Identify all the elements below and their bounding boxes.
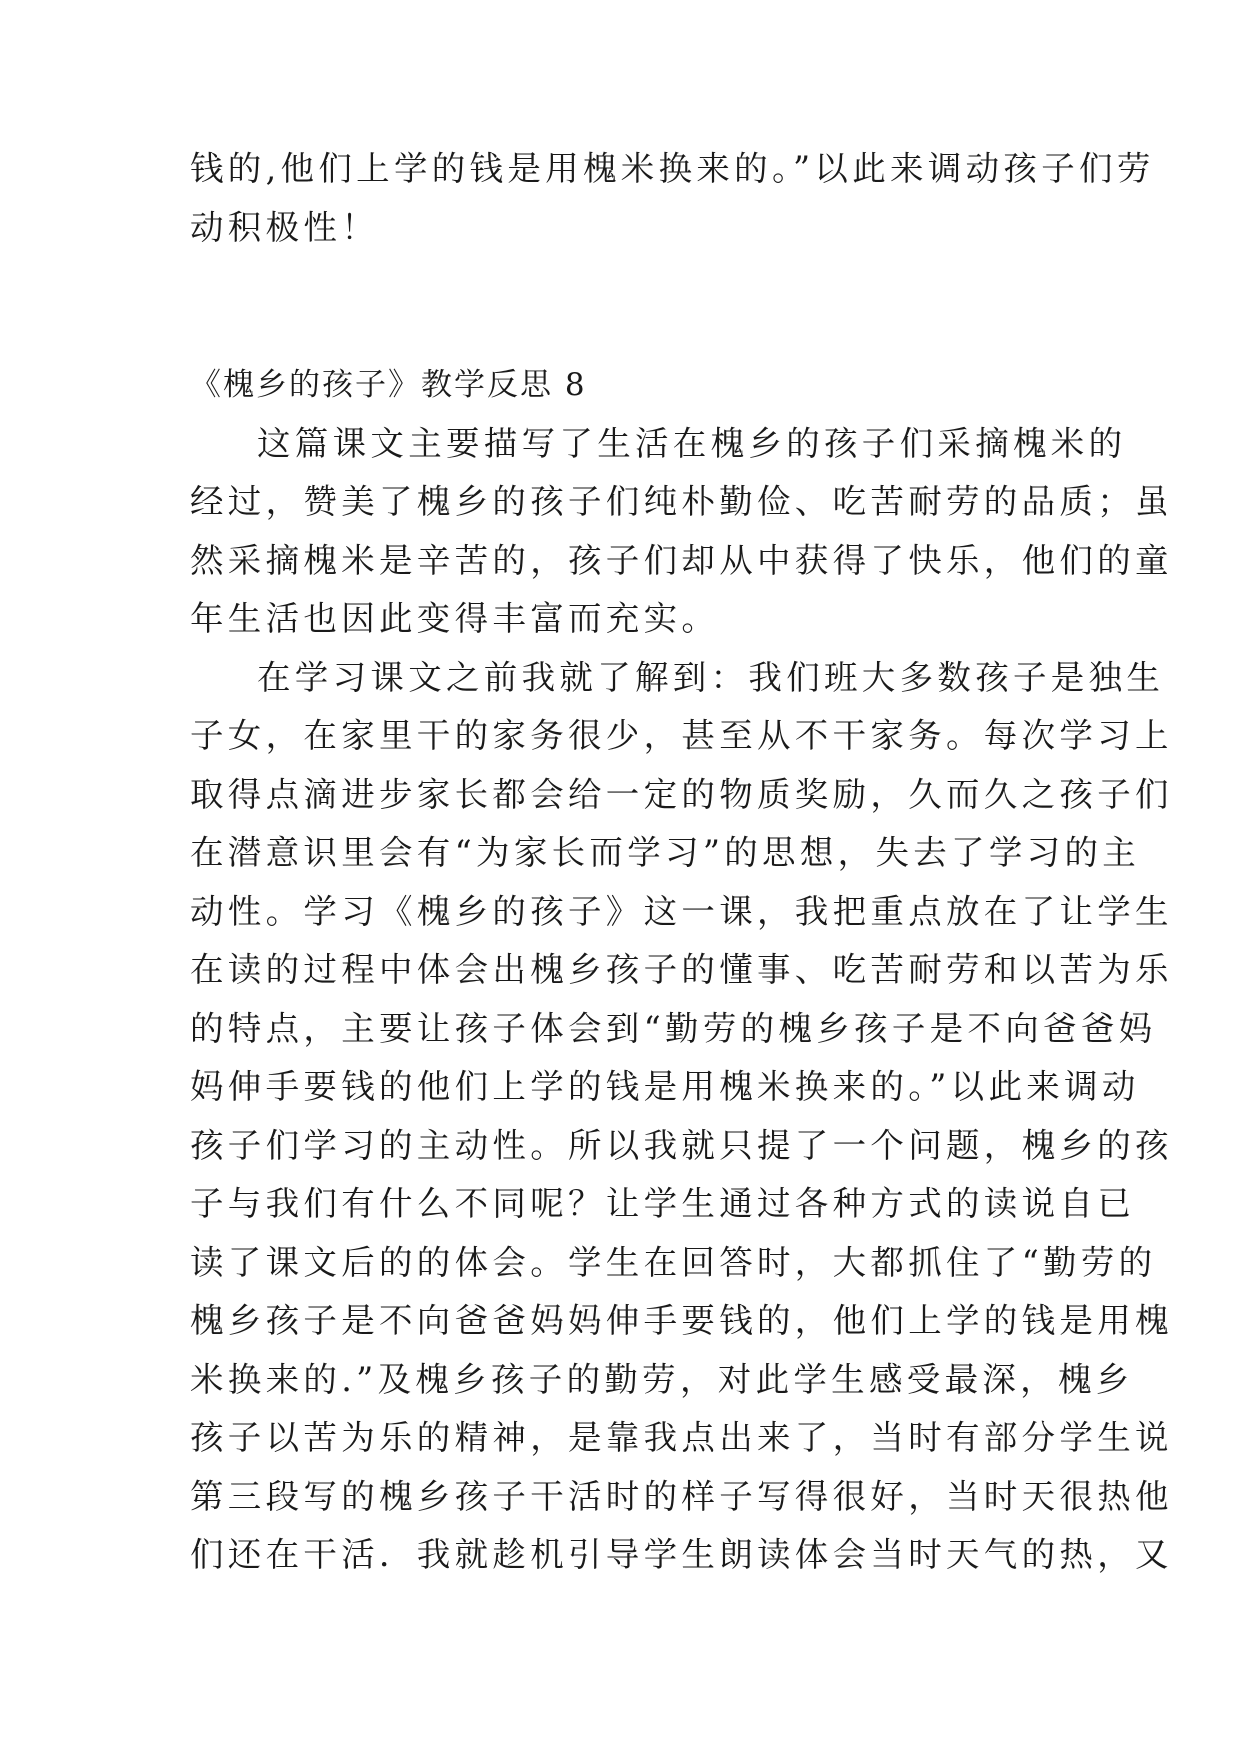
text-line: 然采摘槐米是辛苦的，孩子们却从中获得了快乐，他们的童 — [190, 540, 1173, 580]
text-line: 经过，赞美了槐乡的孩子们纯朴勤俭、吃苦耐劳的品质；虽 — [190, 482, 1173, 521]
text-line: 槐乡孩子是不向爸爸妈妈伸手要钱的，他们上学的钱是用槐 — [190, 1301, 1173, 1340]
text-line: 动积极性！ — [190, 207, 379, 247]
text-line: 钱的,他们上学的钱是用槐米换来的。”以此来调动孩子们劳 — [190, 149, 1155, 188]
document-page — [190, 140, 1173, 1585]
text-line: 在潜意识里会有“为家长而学习”的思想，失去了学习的主 — [190, 833, 1141, 872]
text-line: 第三段写的槐乡孩子干活时的样子写得很好，当时天很热他 — [190, 1476, 1173, 1516]
text-line: 子与我们有什么不同呢？让学生通过各种方式的读说自已 — [190, 1184, 1135, 1223]
text-line: 取得点滴进步家长都会给一定的物质奖励，久而久之孩子们 — [190, 774, 1173, 814]
text-line: 子女，在家里干的家务很少，甚至从不干家务。每次学习上 — [190, 716, 1173, 755]
text-line: 们还在干活．我就趁机引导学生朗读体会当时天气的热，又 — [190, 1535, 1173, 1574]
text-line: 米换来的.”及槐乡孩子的勤劳，对此学生感受最深，槐乡 — [190, 1359, 1134, 1399]
text-line: 孩子们学习的主动性。所以我就只提了一个问题，槐乡的孩 — [190, 1125, 1173, 1165]
text-line: 这篇课文主要描写了生活在槐乡的孩子们采摘槐米的 — [257, 423, 1127, 463]
text-line: 孩子以苦为乐的精神，是靠我点出来了，当时有部分学生说 — [190, 1418, 1173, 1457]
section-title: 《槐乡的孩子》教学反思 8 — [190, 367, 587, 403]
text-line: 动性。学习《槐乡的孩子》这一课，我把重点放在了让学生 — [190, 891, 1173, 931]
paragraph-1 — [190, 415, 1173, 649]
text-line: 在读的过程中体会出槐乡孩子的懂事、吃苦耐劳和以苦为乐 — [190, 950, 1173, 989]
text-line: 在学习课文之前我就了解到：我们班大多数孩子是独生 — [257, 657, 1165, 697]
paragraph-2 — [190, 649, 1173, 1585]
text-line: 的特点，主要让孩子体会到“勤劳的槐乡孩子是不向爸爸妈 — [190, 1008, 1157, 1048]
text-line: 读了课文后的的体会。学生在回答时，大都抓住了“勤劳的 — [190, 1242, 1157, 1282]
text-line: 妈伸手要钱的他们上学的钱是用槐米换来的。”以此来调动 — [190, 1067, 1140, 1106]
text-line: 年生活也因此变得丰富而充实。 — [190, 599, 720, 638]
previous-paragraph — [190, 140, 1155, 257]
